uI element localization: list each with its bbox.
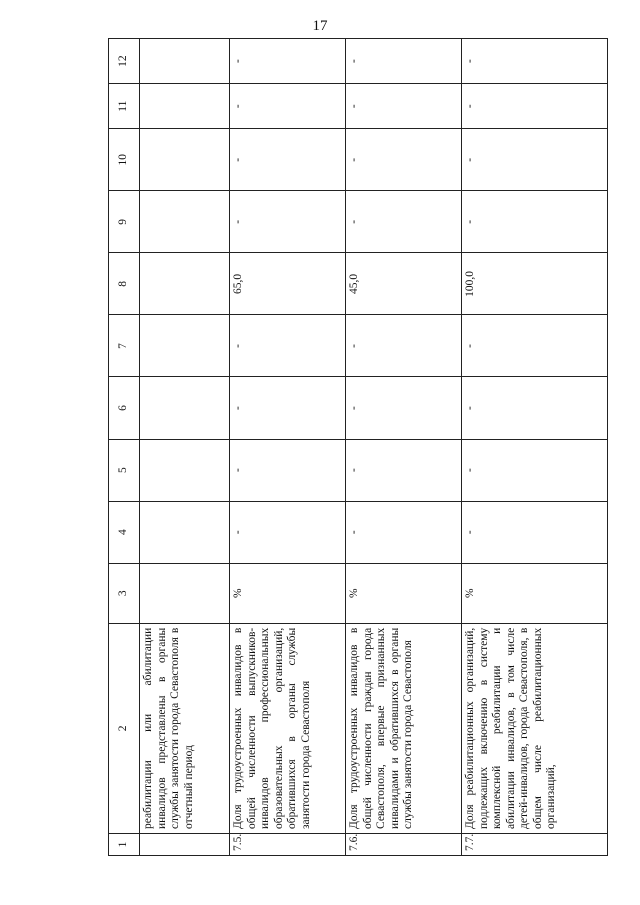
column-number: 7 (109, 315, 140, 377)
table-cell: - (462, 439, 608, 501)
indicator-name: реабилитации или абилитации инвалидов представлены в органы службы занятости города Севастополя в отчетный период (140, 623, 230, 833)
table-row (462, 39, 608, 856)
table-cell: 65,0 (230, 253, 346, 315)
table-cell: - (462, 377, 608, 439)
table-cell: - (462, 191, 608, 253)
indicator-name: Доля трудоустроенных инвалидов в общей численности выпускников-инвалидов профессиональных образовательных организаций, обратившихся в органы службы занятости города Севастополя (230, 623, 346, 833)
table-cell: 100,0 (462, 253, 608, 315)
table-cell: - (230, 315, 346, 377)
table-cell (140, 377, 230, 439)
table-cell (140, 253, 230, 315)
table-cell: - (462, 84, 608, 129)
column-number: 12 (109, 39, 140, 84)
table-cell: - (462, 129, 608, 191)
table-cell: - (230, 501, 346, 563)
column-number: 9 (109, 191, 140, 253)
table-cell: - (346, 129, 462, 191)
column-number: 5 (109, 439, 140, 501)
table-cell: - (462, 501, 608, 563)
row-number (140, 833, 230, 855)
column-number: 1 (109, 833, 140, 855)
table-cell (140, 39, 230, 84)
table-cell (140, 191, 230, 253)
table-row (230, 39, 346, 856)
table-cell: - (230, 439, 346, 501)
table-cell: - (230, 39, 346, 84)
table-cell: - (462, 315, 608, 377)
table-row (346, 39, 462, 856)
table-cell (140, 439, 230, 501)
table-cell: - (346, 439, 462, 501)
table-cell: - (346, 84, 462, 129)
table-cell (140, 315, 230, 377)
table-cell: 45,0 (346, 253, 462, 315)
table-cell: % (346, 563, 462, 623)
table-cell: - (346, 39, 462, 84)
rotated-table-container (108, 38, 608, 856)
table-cell (140, 129, 230, 191)
table-cell: - (230, 377, 346, 439)
row-number: 7.5. (230, 833, 346, 855)
table-cell: - (462, 39, 608, 84)
column-number: 8 (109, 253, 140, 315)
table-cell (140, 563, 230, 623)
column-number: 10 (109, 129, 140, 191)
indicators-table (108, 38, 608, 856)
column-number: 6 (109, 377, 140, 439)
indicator-name: Доля трудоустроенных инвалидов в общей численности граждан города Севастополя, впервые признанных инвалидами и обратившихся в органы службы занятости города Севастополя (346, 623, 462, 833)
table-cell: - (346, 377, 462, 439)
table-header-row (109, 39, 140, 856)
table-row (140, 39, 230, 856)
table-cell: - (230, 191, 346, 253)
row-number: 7.6. (346, 833, 462, 855)
table-cell (140, 501, 230, 563)
table-cell: % (462, 563, 608, 623)
table-cell: % (230, 563, 346, 623)
indicator-name: Доля реабилитационных организаций, подлежащих включению в систему комплексной реабилитации и абилитации инвалидов, в том числе детей-инвалидов, города Севастополя, в общем числе реабилитационных организаций, (462, 623, 608, 833)
column-number: 3 (109, 563, 140, 623)
column-number: 4 (109, 501, 140, 563)
column-number: 2 (109, 623, 140, 833)
rotated-table-frame (108, 38, 608, 856)
table-cell: - (346, 191, 462, 253)
table-cell: - (230, 129, 346, 191)
table-cell (140, 84, 230, 129)
table-cell: - (230, 84, 346, 129)
page-number: 17 (312, 18, 328, 34)
table-cell: - (346, 315, 462, 377)
column-number: 11 (109, 84, 140, 129)
row-number: 7.7. (462, 833, 608, 855)
table-cell: - (346, 501, 462, 563)
